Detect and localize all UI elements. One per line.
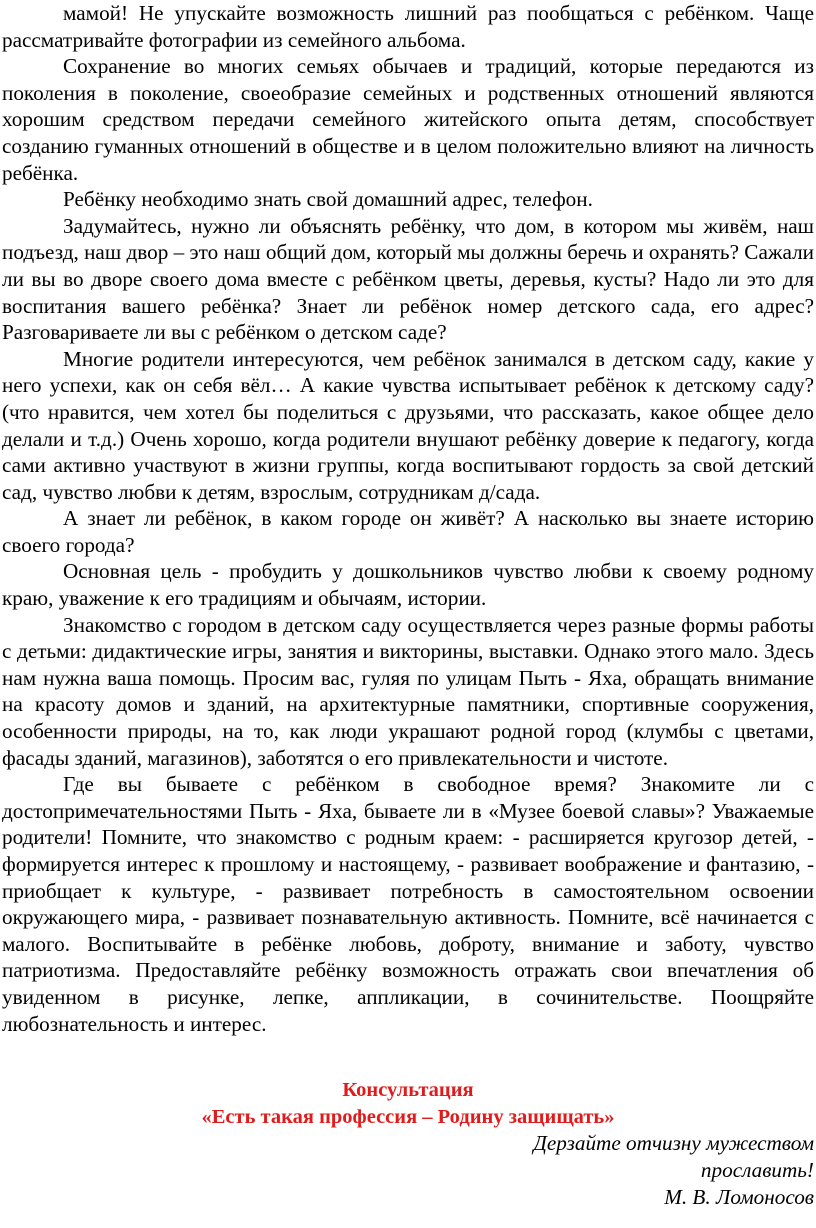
paragraph-1: мамой! Не упускайте возможность лишний раз пообщаться с ребёнком. Чаще рассматривайте фотографии из семейного альбома. — [2, 1, 814, 52]
paragraph-4: Задумайтесь, нужно ли объяснять ребёнку, что дом, в котором мы живём, наш подъезд, наш двор – это наш общий дом, который мы должны беречь и охранять? Сажали ли вы во дворе своего дома вместе с ребёнком цветы, деревья, кусты? Надо ли это для воспитания вашего ребёнка? Знает ли ребёнок номер детского сада, его адрес? Разговариваете ли вы с ребёнком о детском саде? — [2, 213, 814, 345]
paragraph-5: Многие родители интересуются, чем ребёнок занимался в детском саду, какие у него успехи, как он себя вёл… А какие чувства испытывает ребёнок к детскому саду? (что нравится, чем хотел бы поделиться с друзьями, что рассказать, какое общее дело делали и т.д.) Очень хорошо, когда родители внушают ребёнку доверие к педагогу, когда сами активно участвуют в жизни группы, когда воспитывают гордость за свой детский сад, чувство любви к детям, взрослым, сотрудникам д/сада. — [2, 346, 814, 504]
epigraph-author: М. В. Ломоносов — [664, 1184, 814, 1209]
paragraph-2: Сохранение во многих семьях обычаев и традиций, которые передаются из поколения в поколение, своеобразие семейных и родственных отношений являются хорошим средством передачи семейного житейского опыта детям, способствует созданию гуманных отношений в обществе и в целом положительно влияют на личность ребёнка. — [2, 54, 814, 185]
consultation-label: Консультация — [342, 1079, 474, 1102]
epigraph-line-1: Дерзайте отчизну мужеством — [533, 1131, 814, 1156]
paragraph-7: Основная цель - пробудить у дошкольников чувство любви к своему родному краю, уважение к его традициям и обычаям, истории. — [2, 559, 814, 611]
epigraph-line-2: прославить! — [700, 1157, 814, 1182]
paragraph-9: Где вы бываете с ребёнком в свободное время? Знакомите ли с достопримечательностями Пыть - Яха, бываете ли в «Музее боевой славы»? Уважаемые родители! Помните, что знакомство с родным краем: - расширяется кругозор детей, - формируется интерес к прошлому и настоящему, - развивает воображение и фантазию, - приобщает к культуре, - развивает потребность в самостоятельном освоении окружающего мира, - развивает познавательную активность. Помните, всё начинается с малого. Воспитывайте в ребёнке любовь, доброту, внимание и заботу, чувство патриотизма. Предоставляйте ребёнку возможность отражать свои впечатления об увиденном в рисунке, лепке, аппликации, в сочинительстве. Поощряйте любознательность и интерес. — [2, 772, 814, 1036]
consultation-title: «Есть такая профессия – Родину защищать» — [201, 1105, 615, 1128]
paragraph-3: Ребёнку необходимо знать свой домашний адрес, телефон. — [63, 187, 593, 212]
paragraph-8: Знакомство с городом в детском саду осуществляется через разные формы работы с детьми: дидактические игры, занятия и викторины, выставки. Однако этого мало. Здесь нам нужна ваша помощь. Просим вас, гуляя по улицам Пыть - Яха, обращать внимание на красоту домов и зданий, на архитектурные памятники, спортивные сооружения, особенности природы, на то, как люди украшают родной город (клумбы с цветами, фасады зданий, магазинов), заботятся о его привлекательности и чистоте. — [2, 612, 814, 770]
paragraph-6: А знает ли ребёнок, в каком городе он живёт? А насколько вы знаете историю своего города? — [2, 506, 814, 557]
